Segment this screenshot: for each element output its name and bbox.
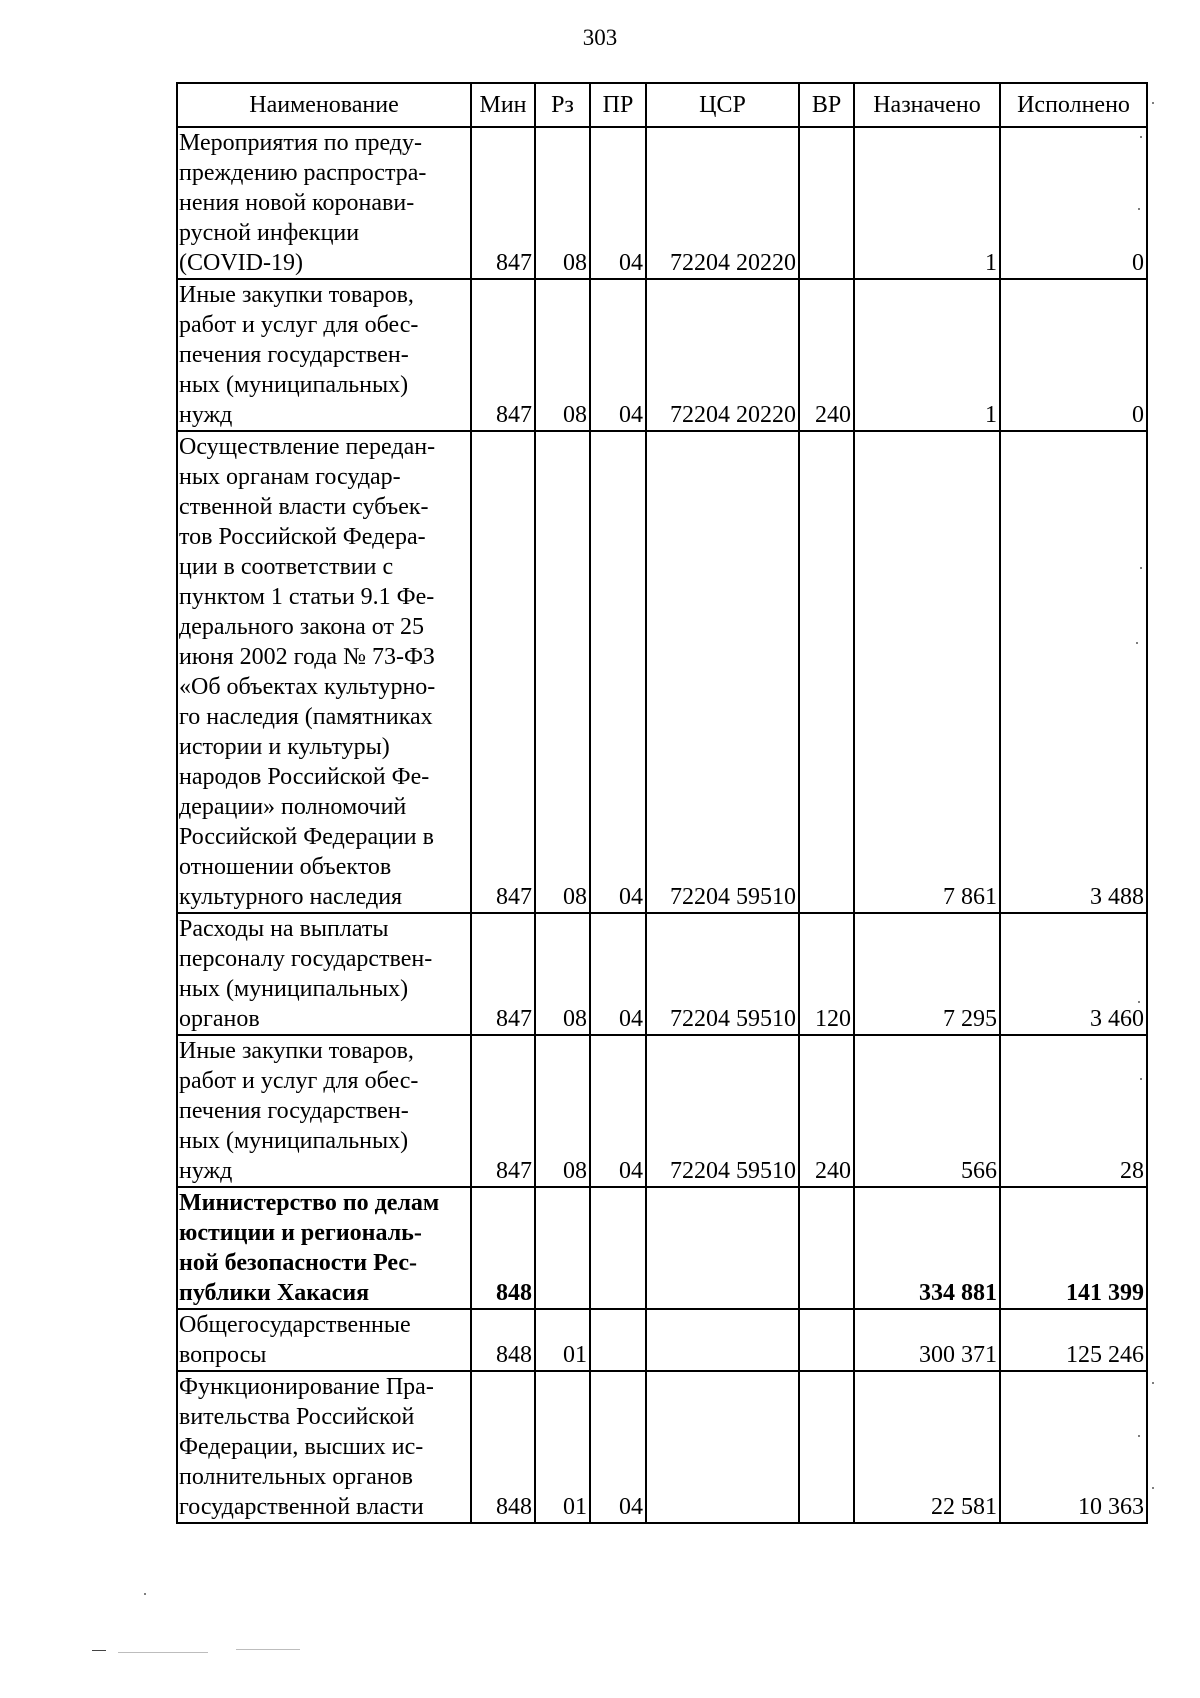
scan-speck (1140, 567, 1142, 569)
cell-min: 847 (471, 431, 535, 913)
cell-rz: 08 (535, 127, 590, 279)
cell-assigned: 22 581 (854, 1371, 1000, 1523)
table-row (177, 279, 1147, 431)
header-vr: ВР (799, 83, 854, 127)
cell-csr: 72204 20220 (646, 279, 799, 431)
scan-smudge (236, 1649, 300, 1650)
scan-speck (1138, 1435, 1140, 1437)
cell-assigned: 7 295 (854, 913, 1000, 1035)
header-executed: Исполнено (1000, 83, 1147, 127)
header-assigned: Назначено (854, 83, 1000, 127)
cell-pr (590, 1187, 646, 1309)
cell-vr (799, 431, 854, 913)
cell-rz: 08 (535, 279, 590, 431)
header-rz: Рз (535, 83, 590, 127)
cell-vr (799, 1371, 854, 1523)
cell-executed: 0 (1000, 279, 1147, 431)
cell-min: 848 (471, 1371, 535, 1523)
cell-assigned: 300 371 (854, 1309, 1000, 1371)
cell-min: 848 (471, 1187, 535, 1309)
cell-assigned: 334 881 (854, 1187, 1000, 1309)
scan-speck (1152, 102, 1154, 104)
cell-min: 848 (471, 1309, 535, 1371)
page-number: 303 (582, 25, 618, 50)
cell-assigned: 1 (854, 127, 1000, 279)
table-row (177, 1309, 1147, 1371)
cell-vr: 240 (799, 279, 854, 431)
cell-pr (590, 1309, 646, 1371)
cell-csr: 72204 59510 (646, 913, 799, 1035)
cell-name: Общегосударственные вопросы (177, 1309, 471, 1371)
cell-name: Осуществление передан- ных органам государ- ственной власти субъек- тов Российской Федера- ции в соответствии с пунктом 1 статьи 9.1 Фе- дерального закона от 25 июня 2002 года № 73-ФЗ «Об объектах культурно- го наследия (памятниках истории и культуры) народов Российской Фе- дерации» полномочий Российской Федерации в отношении объектов культурного наследия (177, 431, 471, 913)
cell-executed: 3 488 (1000, 431, 1147, 913)
header-pr: ПР (590, 83, 646, 127)
scan-speck (1140, 1078, 1142, 1080)
header-min: Мин (471, 83, 535, 127)
cell-name: Иные закупки товаров, работ и услуг для обес- печения государствен- ных (муниципальных) нужд (177, 279, 471, 431)
scan-speck (1136, 642, 1138, 644)
cell-rz: 08 (535, 431, 590, 913)
cell-name: Расходы на выплаты персоналу государствен- ных (муниципальных) органов (177, 913, 471, 1035)
cell-pr: 04 (590, 1371, 646, 1523)
budget-execution-table (176, 82, 1148, 1524)
cell-csr (646, 1371, 799, 1523)
cell-vr (799, 1309, 854, 1371)
cell-assigned: 1 (854, 279, 1000, 431)
cell-csr: 72204 20220 (646, 127, 799, 279)
header-csr: ЦСР (646, 83, 799, 127)
scan-speck (1152, 1382, 1154, 1384)
cell-pr: 04 (590, 431, 646, 913)
cell-executed: 141 399 (1000, 1187, 1147, 1309)
cell-rz: 01 (535, 1371, 590, 1523)
table-row (177, 913, 1147, 1035)
cell-min: 847 (471, 1035, 535, 1187)
cell-csr (646, 1187, 799, 1309)
cell-vr (799, 127, 854, 279)
table-row (177, 127, 1147, 279)
scan-speck (144, 1593, 146, 1595)
cell-assigned: 7 861 (854, 431, 1000, 913)
cell-csr (646, 1309, 799, 1371)
cell-pr: 04 (590, 1035, 646, 1187)
cell-executed: 0 (1000, 127, 1147, 279)
cell-name: Иные закупки товаров, работ и услуг для обес- печения государствен- ных (муниципальных) нужд (177, 1035, 471, 1187)
cell-vr: 120 (799, 913, 854, 1035)
table-row (177, 1035, 1147, 1187)
scan-speck (1152, 1487, 1154, 1489)
cell-csr: 72204 59510 (646, 431, 799, 913)
scan-speck (1140, 136, 1142, 138)
table-row (177, 431, 1147, 913)
scan-speck (1138, 1001, 1140, 1003)
cell-csr: 72204 59510 (646, 1035, 799, 1187)
cell-vr (799, 1187, 854, 1309)
cell-assigned: 566 (854, 1035, 1000, 1187)
cell-pr: 04 (590, 279, 646, 431)
scan-smudge (92, 1650, 106, 1651)
table-row (177, 1371, 1147, 1523)
cell-executed: 28 (1000, 1035, 1147, 1187)
cell-vr: 240 (799, 1035, 854, 1187)
cell-executed: 3 460 (1000, 913, 1147, 1035)
cell-pr: 04 (590, 127, 646, 279)
header-name: Наименование (177, 83, 471, 127)
cell-rz (535, 1187, 590, 1309)
cell-name: Министерство по делам юстиции и региональ- ной безопасности Рес- публики Хакасия (177, 1187, 471, 1309)
cell-rz: 08 (535, 1035, 590, 1187)
scan-speck (1138, 208, 1140, 210)
cell-pr: 04 (590, 913, 646, 1035)
cell-min: 847 (471, 913, 535, 1035)
cell-executed: 125 246 (1000, 1309, 1147, 1371)
cell-rz: 08 (535, 913, 590, 1035)
cell-rz: 01 (535, 1309, 590, 1371)
cell-min: 847 (471, 279, 535, 431)
cell-name: Мероприятия по преду- преждению распростра- нения новой коронави- русной инфекции (COVID-19) (177, 127, 471, 279)
scan-smudge (118, 1652, 208, 1653)
table-header-row (177, 83, 1147, 127)
cell-executed: 10 363 (1000, 1371, 1147, 1523)
table-row-ministry-total (177, 1187, 1147, 1309)
cell-name: Функционирование Пра- вительства Российской Федерации, высших ис- полнительных органов государственной власти (177, 1371, 471, 1523)
cell-min: 847 (471, 127, 535, 279)
